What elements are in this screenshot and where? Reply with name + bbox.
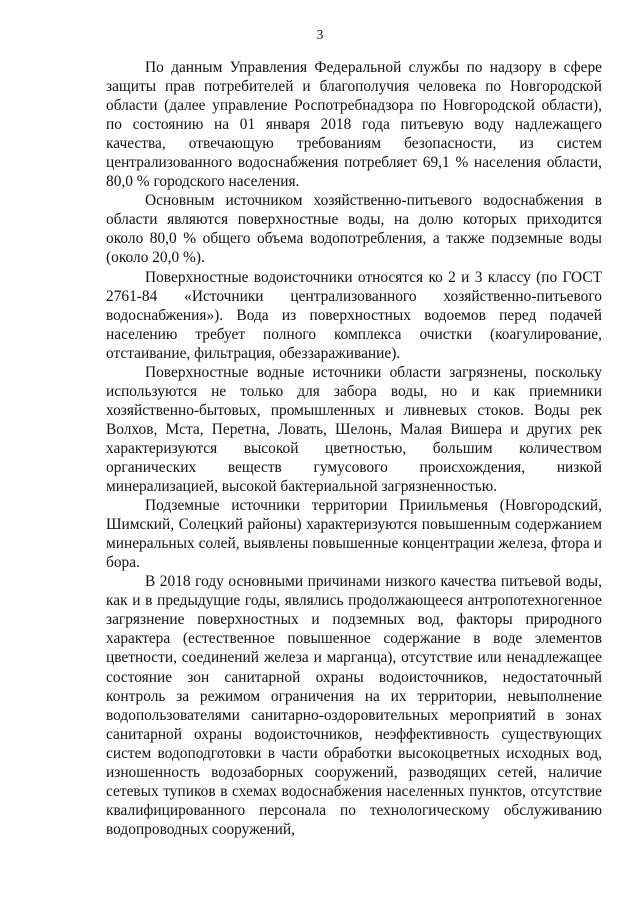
- paragraph-surface-source-class: Поверхностные водоисточники относятся ко 2 и 3 классу (по ГОСТ 2761-84 «Источники централизованного хозяйственно-питьевого водоснабжения»). Вода из поверхностных водоемов перед подачей населению требует полного комплекса очистки (коагулирование, отстаивание, фильтрация, обеззараживание).: [106, 268, 602, 362]
- paragraph-water-sources: Основным источником хозяйственно-питьевого водоснабжения в области являются поверхностные воды, на долю которых приходится около 80,0 % общего объема водопотребления, а также подземные воды (около 20,0 %).: [106, 192, 602, 267]
- paragraph-surface-pollution: Поверхностные водные источники области загрязнены, поскольку используются не только для забора воды, но и как приемники хозяйственно-бытовых, промышленных и ливневых стоков. Воды рек Волхов, Мста, Перетна, Ловать, Шелонь, Малая Вишера и других рек характеризуются высокой цветностью, большим количеством органических веществ гумусового происхождения, низкой минерализацией, высокой бактериальной загрязненностью.: [106, 363, 602, 496]
- paragraph-low-quality-causes: В 2018 году основными причинами низкого качества питьевой воды, как и в предыдущие годы, являлись продолжающееся антропотехногенное загрязнение поверхностных и подземных вод, факторы природного характера (естественное повышенное содержание в воде элементов цветности, соединений железа и марганца), отсутствие или ненадлежащее состояние зон санитарной охраны водоисточников, недостаточный контроль за режимом ограничения на их территории, невыполнение водопользователями санитарно-оздоровительных мероприятий в зонах санитарной охраны водоисточников, неэффективность существующих систем водоподготовки в части обработки высокоцветных исходных вод, изношенность водозаборных сооружений, разводящих сетей, наличие сетевых тупиков в схемах водоснабжения населенных пунктов, отсутствие квалифицированного персонала по технологическому обслуживанию водопроводных сооружений,: [106, 573, 602, 838]
- page-number: 3: [316, 27, 324, 42]
- paragraph-water-quality-stats: По данным Управления Федеральной службы по надзору в сфере защиты прав потребителей и благополучия человека по Новгородской области (далее управление Роспотребнадзора по Новгородской области), по состоянию на 01 января 2018 года питьевую воду надлежащего качества, отвечающую требованиям безопасности, из систем централизованного водоснабжения потребляет 69,1 % населения области, 80,0 % городского населения.: [106, 59, 602, 191]
- document-body: [106, 58, 602, 839]
- paragraph-underground-sources: Подземные источники территории Приильменья (Новгородский, Шимский, Солецкий районы) характеризуются повышенным содержанием минеральных солей, выявлены повышенные концентрации железа, фтора и бора.: [106, 497, 602, 572]
